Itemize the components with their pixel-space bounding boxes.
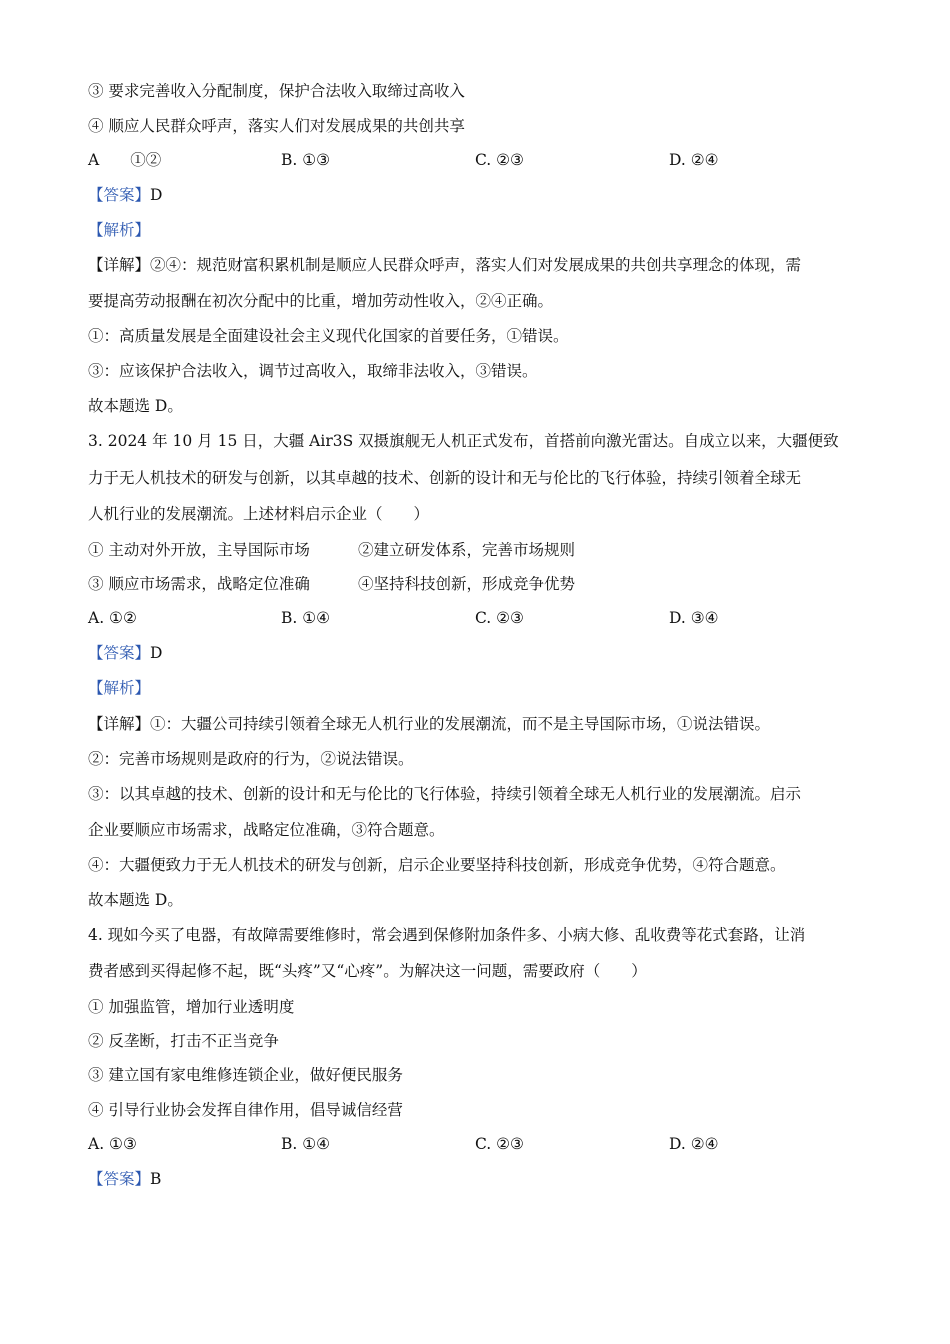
q3-answer [88,642,878,664]
q4-statement-4: ④ 引导行业协会发挥自律作用，倡导诚信经营 [88,1101,403,1119]
q4-option-c: C. ②③ [475,1135,524,1153]
q4-statement-3: ③ 建立国有家电维修连锁企业，做好便民服务 [88,1066,403,1084]
detail-tag: 【详解】 [88,256,151,274]
q3-conclusion: 故本题选 D。 [88,891,183,909]
q2-detail-line-1 [88,254,878,276]
q3-detail-line-1 [88,713,878,735]
detail-text: ①：大疆公司持续引领着全球无人机行业的发展潮流，而不是主导国际市场，①说法错误。 [150,715,771,733]
answer-tag: 【答案】 [88,1170,151,1188]
q3-statement-3: ③ 顺应市场需求，战略定位准确 [88,575,310,593]
q3-detail-line-4: 企业要顺应市场需求，战略定位准确，③符合题意。 [88,821,445,839]
answer-tag: 【答案】 [88,186,151,204]
q2-statement-4: ④ 顺应人民群众呼声，落实人们对发展成果的共创共享 [88,117,465,135]
q4-option-b: B. ①④ [281,1135,331,1153]
analysis-tag: 【解析】 [88,679,151,697]
answer-value: B [150,1170,162,1188]
analysis-tag: 【解析】 [88,221,151,239]
q3-detail-line-5: ④：大疆便致力于无人机技术的研发与创新，启示企业要坚持科技创新，形成竞争优势，④符合题意。 [88,856,786,874]
q2-conclusion: 故本题选 D。 [88,397,183,415]
q2-detail-line-3: ①：高质量发展是全面建设社会主义现代化国家的首要任务，①错误。 [88,327,569,345]
q2-option-b: B. ①③ [281,151,331,169]
q4-statement-2: ② 反垄断，打击不正当竞争 [88,1032,279,1050]
q3-detail-line-3: ③：以其卓越的技术、创新的设计和无与伦比的飞行体验，持续引领着全球无人机行业的发展潮流。启示 [88,785,802,803]
q2-analysis-heading [88,219,878,241]
q2-option-a: A ①② [88,151,162,169]
q2-statement-3: ③ 要求完善收入分配制度，保护合法收入取缔过高收入 [88,82,465,100]
detail-text: ②④：规范财富积累机制是顺应人民群众呼声，落实人们对发展成果的共创共享理念的体现，需 [150,256,802,274]
answer-value: D [150,186,163,204]
q4-answer [88,1168,878,1190]
q3-statements-row-2 [88,573,878,595]
q2-answer [88,184,878,206]
q3-statement-2: ②建立研发体系，完善市场规则 [358,541,576,559]
q2-option-d: D. ②④ [669,151,719,169]
q3-stem-line-2: 力于无人机技术的研发与创新，以其卓越的技术、创新的设计和无与伦比的飞行体验，持续引领着全球无 [88,469,802,487]
q3-option-a: A. ①② [88,609,137,627]
q4-statement-1: ① 加强监管，增加行业透明度 [88,998,295,1016]
q3-statement-1: ① 主动对外开放，主导国际市场 [88,541,310,559]
q3-stem-line-3: 人机行业的发展潮流。上述材料启示企业（ ） [88,505,430,523]
q4-stem-line-2: 费者感到买得起修不起，既“头疼”又“心疼”。为解决这一问题，需要政府（ ） [88,962,647,980]
detail-tag: 【详解】 [88,715,151,733]
q3-option-d: D. ③④ [669,609,719,627]
q3-analysis-heading [88,677,878,699]
q4-option-a: A. ①③ [88,1135,137,1153]
answer-value: D [150,644,163,662]
q3-stem-line-1: 3. 2024 年 10 月 15 日，大疆 Air3S 双摄旗舰无人机正式发布，首搭前向激光雷达。自成立以来，大疆便致 [88,432,839,450]
q4-stem-line-1: 4. 现如今买了电器，有故障需要维修时，常会遇到保修附加条件多、小病大修、乱收费等花式套路，让消 [88,926,806,944]
q2-detail-line-2: 要提高劳动报酬在初次分配中的比重，增加劳动性收入，②④正确。 [88,292,554,310]
q3-option-b: B. ①④ [281,609,331,627]
q3-detail-line-2: ②：完善市场规则是政府的行为，②说法错误。 [88,750,414,768]
q4-option-d: D. ②④ [669,1135,719,1153]
q3-statement-4: ④坚持科技创新，形成竞争优势 [358,575,576,593]
q3-statements-row-1 [88,539,878,561]
q3-option-c: C. ②③ [475,609,524,627]
answer-tag: 【答案】 [88,644,151,662]
q2-detail-line-4: ③：应该保护合法收入，调节过高收入，取缔非法收入，③错误。 [88,362,538,380]
q2-option-c: C. ②③ [475,151,524,169]
